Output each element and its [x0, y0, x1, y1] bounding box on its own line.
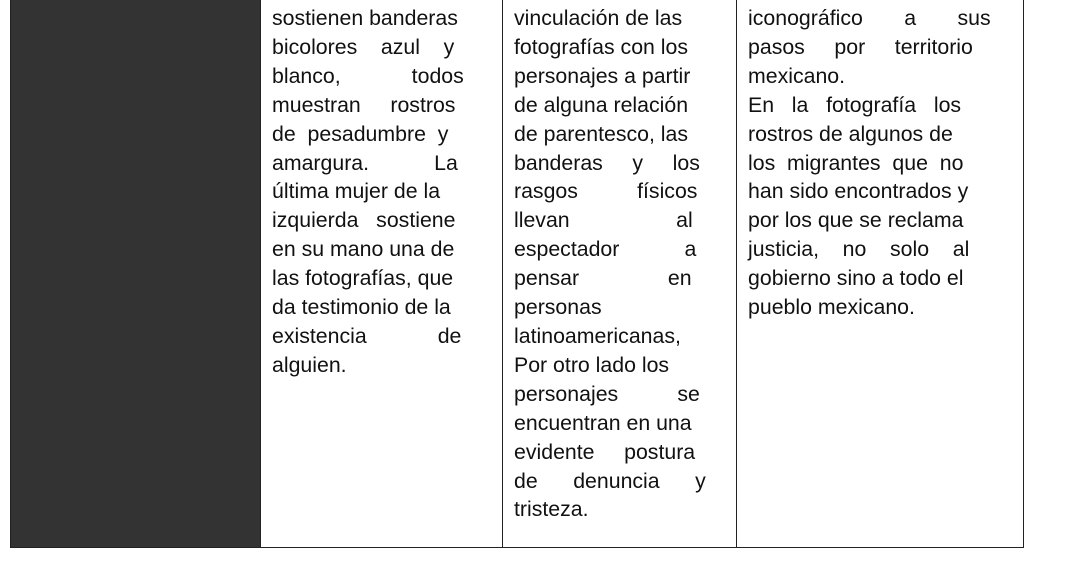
cell-line: los migrantes que no [748, 150, 964, 175]
cell-line: sostienen banderas [272, 6, 458, 30]
cell-line: existencia de [272, 323, 462, 348]
cell-line: personas [514, 295, 602, 320]
cell-line: justicia, no solo al [748, 237, 970, 262]
cell-line: da testimonio de la [272, 295, 451, 320]
cell-line: vinculación de las [514, 6, 683, 30]
cell-line: llevan al [514, 208, 693, 233]
cell-line: de denuncia y [514, 468, 706, 493]
cell-line: tristeza. [514, 497, 589, 522]
cell-line: en su mano una de [272, 237, 455, 262]
cell-line: izquierda sostiene [272, 208, 456, 233]
cell-line: personajes a partir [514, 63, 691, 88]
cell-line: Por otro lado los [514, 352, 670, 377]
cell-line: pensar en [514, 266, 692, 291]
cell-line: han sido encontrados y [748, 179, 969, 204]
table-cell-interpretation [736, 0, 1024, 547]
cell-line: rostros de algunos de [748, 121, 953, 146]
cell-line: amargura. La [272, 150, 458, 175]
cell-line: de alguna relación [514, 92, 689, 117]
cell-line: banderas y los [514, 150, 700, 175]
cell-line: por los que se reclama [748, 208, 964, 233]
cell-line: encuentran en una [514, 410, 692, 435]
cell-line: de parentesco, las [514, 121, 689, 146]
cell-line: espectador a [514, 237, 697, 262]
cell-line: mexicano. [748, 63, 846, 88]
cell-line: personajes se [514, 381, 700, 406]
cell-line: alguien. [272, 352, 347, 377]
cell-line: evidente postura [514, 439, 696, 464]
cell-line: de pesadumbre y [272, 121, 449, 146]
table-cell-analysis [502, 0, 736, 547]
document-table [10, 0, 1024, 548]
cell-line: bicolores azul y [272, 34, 455, 59]
cell-line: En la fotografía los [748, 92, 962, 117]
cell-line: muestran rostros [272, 92, 456, 117]
cell-line: latinoamericanas, [514, 323, 681, 348]
cell-line: gobierno sino a todo el [748, 266, 964, 291]
table-cell-description [260, 0, 502, 547]
cell-line: las fotografías, que [272, 266, 454, 291]
cell-line: iconográfico a sus [748, 6, 991, 30]
cell-line: fotografías con los [514, 34, 689, 59]
cell-line: blanco, todos [272, 63, 464, 88]
cell-line: rasgos físicos [514, 179, 698, 204]
cell-line: pueblo mexicano. [748, 295, 915, 320]
shaded-cell [11, 0, 260, 547]
cell-line: última mujer de la [272, 179, 441, 204]
cell-line: pasos por territorio [748, 34, 973, 59]
